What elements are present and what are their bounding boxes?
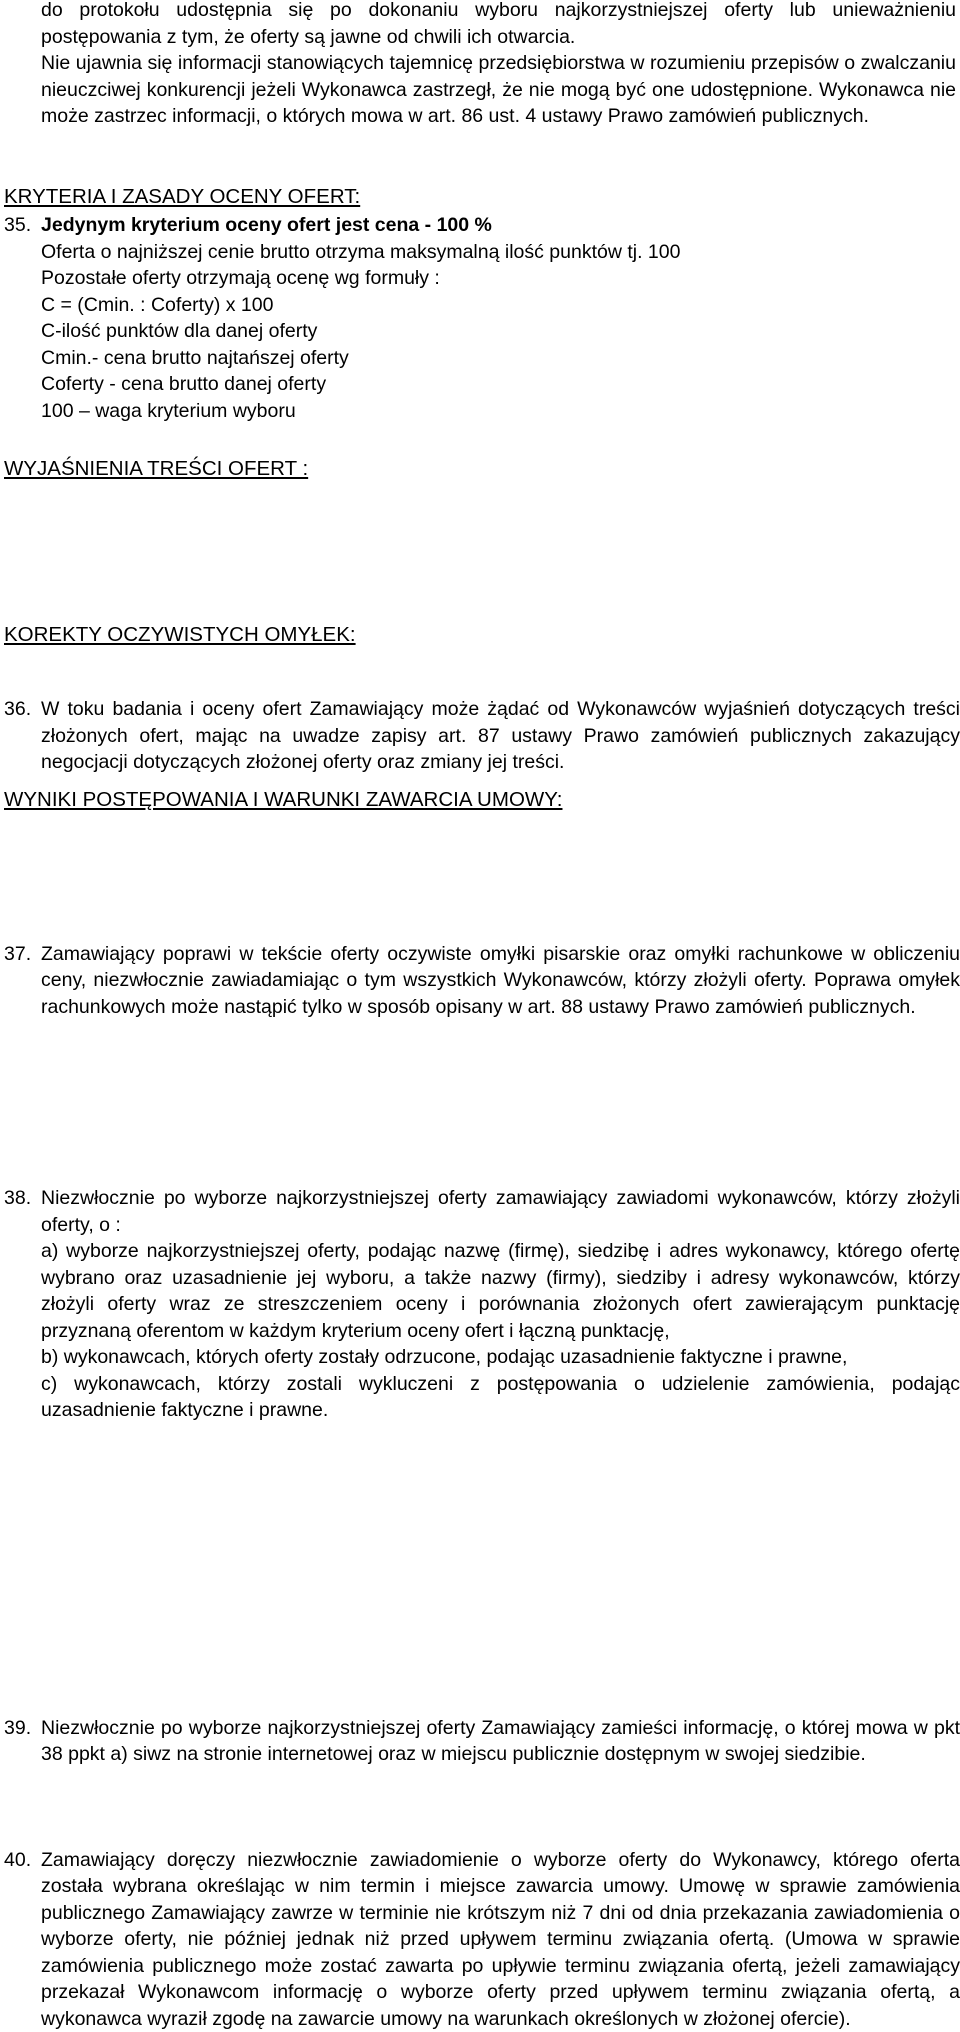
item-number: 36. (4, 696, 31, 723)
item-number: 37. (4, 941, 31, 968)
intro-sentence-1: do protokołu udostępnia się po dokonaniu wyboru najkorzystniejszej oferty lub unieważnieniu postępowania z tym, że oferty są jawne od chwili ich otwarcia. (41, 0, 956, 50)
item-text: Zamawiający poprawi w tekście oferty oczywiste omyłki pisarskie oraz omyłki rachunkowe w obliczeniu ceny, niezwłocznie zawiadamiając o tym wszystkich Wykonawców, którzy złożyli oferty. Poprawa omyłek rachunkowych może nastąpić tylko w sposób opisany w art. 88 ustawy Prawo zamówień publicznych. (41, 941, 960, 1021)
item-text: Niezwłocznie po wyborze najkorzystniejszej oferty zamawiający zawiadomi wykonawców, którzy złożyli oferty, o : (41, 1185, 960, 1238)
sub-point-c: c) wykonawcach, którzy zostali wykluczeni z postępowania o udzielenie zamówienia, podając uzasadnienie faktyczne i prawne. (41, 1371, 960, 1424)
item-37 (0, 941, 960, 1021)
item-36 (0, 696, 960, 776)
criteria-line: 100 – waga kryterium wyboru (41, 398, 960, 425)
item-number: 39. (4, 1715, 31, 1742)
item-number: 40. (4, 1847, 31, 1874)
explanations-heading: WYJAŚNIENIA TREŚCI OFERT : (4, 456, 308, 482)
sub-point-b: b) wykonawcach, których oferty zostały odrzucone, podając uzasadnienie faktyczne i prawne, (41, 1344, 960, 1371)
item-number: 35. (4, 212, 31, 239)
item-39 (0, 1715, 960, 1768)
item-40 (0, 1847, 960, 2032)
intro-paragraph (0, 0, 956, 130)
criteria-line: Coferty - cena brutto danej oferty (41, 371, 960, 398)
sub-point-a: a) wyborze najkorzystniejszej oferty, podając nazwę (firmę), siedzibę i adres wykonawcy, którego ofertę wybrano oraz uzasadnienie jej wyboru, a także nazwy (firmy), siedziby i adresy wykonawców, którzy złożyli oferty wraz ze streszczeniem oceny i porównania złożonych ofert zawierającym punktację przyznaną oferentom w każdym kryterium oceny ofert i łączną punktację, (41, 1238, 960, 1344)
item-number: 38. (4, 1185, 31, 1212)
item-text: Zamawiający doręczy niezwłocznie zawiadomienie o wyborze oferty do Wykonawcy, którego oferta została wybrana określając w nim termin i miejsce zawarcia umowy. Umowę w sprawie zamówienia publicznego Zamawiający zawrze w terminie nie krótszym niż 7 dni od dnia przekazania zawiadomienia o wyborze oferty, nie później jednak niż przed upływem terminu związania ofertą. (Umowa w sprawie zamówienia publicznego może zostać zawarta po upływie terminu związania ofertą, jeżeli zamawiający przekazał Wykonawcom informację o wyborze oferty przed upływem terminu związania ofertą, a wykonawca wyraził zgodę na zawarcie umowy na warunkach określonych w złożonej ofercie). (41, 1847, 960, 2032)
item-38 (0, 1185, 960, 1424)
criteria-line: Pozostałe oferty otrzymają ocenę wg formuły : (41, 265, 960, 292)
item-text: Niezwłocznie po wyborze najkorzystniejszej oferty Zamawiający zamieści informację, o której mowa w pkt 38 ppkt a) siwz na stronie internetowej oraz w miejscu publicznie dostępnym w swojej siedzibie. (41, 1715, 960, 1768)
item-text: W toku badania i oceny ofert Zamawiający może żądać od Wykonawców wyjaśnień dotyczących treści złożonych ofert, mając na uwadze zapisy art. 87 ustawy Prawo zamówień publicznych zakazujący negocjacji dotyczących złożonej oferty oraz zmiany jej treści. (41, 696, 960, 776)
results-heading: WYNIKI POSTĘPOWANIA I WARUNKI ZAWARCIA UMOWY: (4, 787, 562, 813)
criteria-line: Oferta o najniższej cenie brutto otrzyma maksymalną ilość punktów tj. 100 (41, 239, 960, 266)
criteria-formula: C = (Cmin. : Coferty) x 100 (41, 292, 960, 319)
criteria-heading: KRYTERIA I ZASADY OCENY OFERT: (4, 184, 360, 210)
intro-sentence-2: Nie ujawnia się informacji stanowiących tajemnicę przedsiębiorstwa w rozumieniu przepisów o zwalczaniu nieuczciwej konkurencji jeżeli Wykonawca zastrzegł, że nie mogą być one udostępnione. Wykonawca nie może zastrzec informacji, o których mowa w art. 86 ust. 4 ustawy Prawo zamówień publicznych. (41, 50, 956, 130)
corrections-heading: KOREKTY OCZYWISTYCH OMYŁEK: (4, 622, 356, 648)
criteria-title: Jedynym kryterium oceny ofert jest cena - 100 % (41, 212, 960, 239)
item-35 (0, 212, 960, 424)
criteria-line: Cmin.- cena brutto najtańszej oferty (41, 345, 960, 372)
criteria-line: C-ilość punktów dla danej oferty (41, 318, 960, 345)
